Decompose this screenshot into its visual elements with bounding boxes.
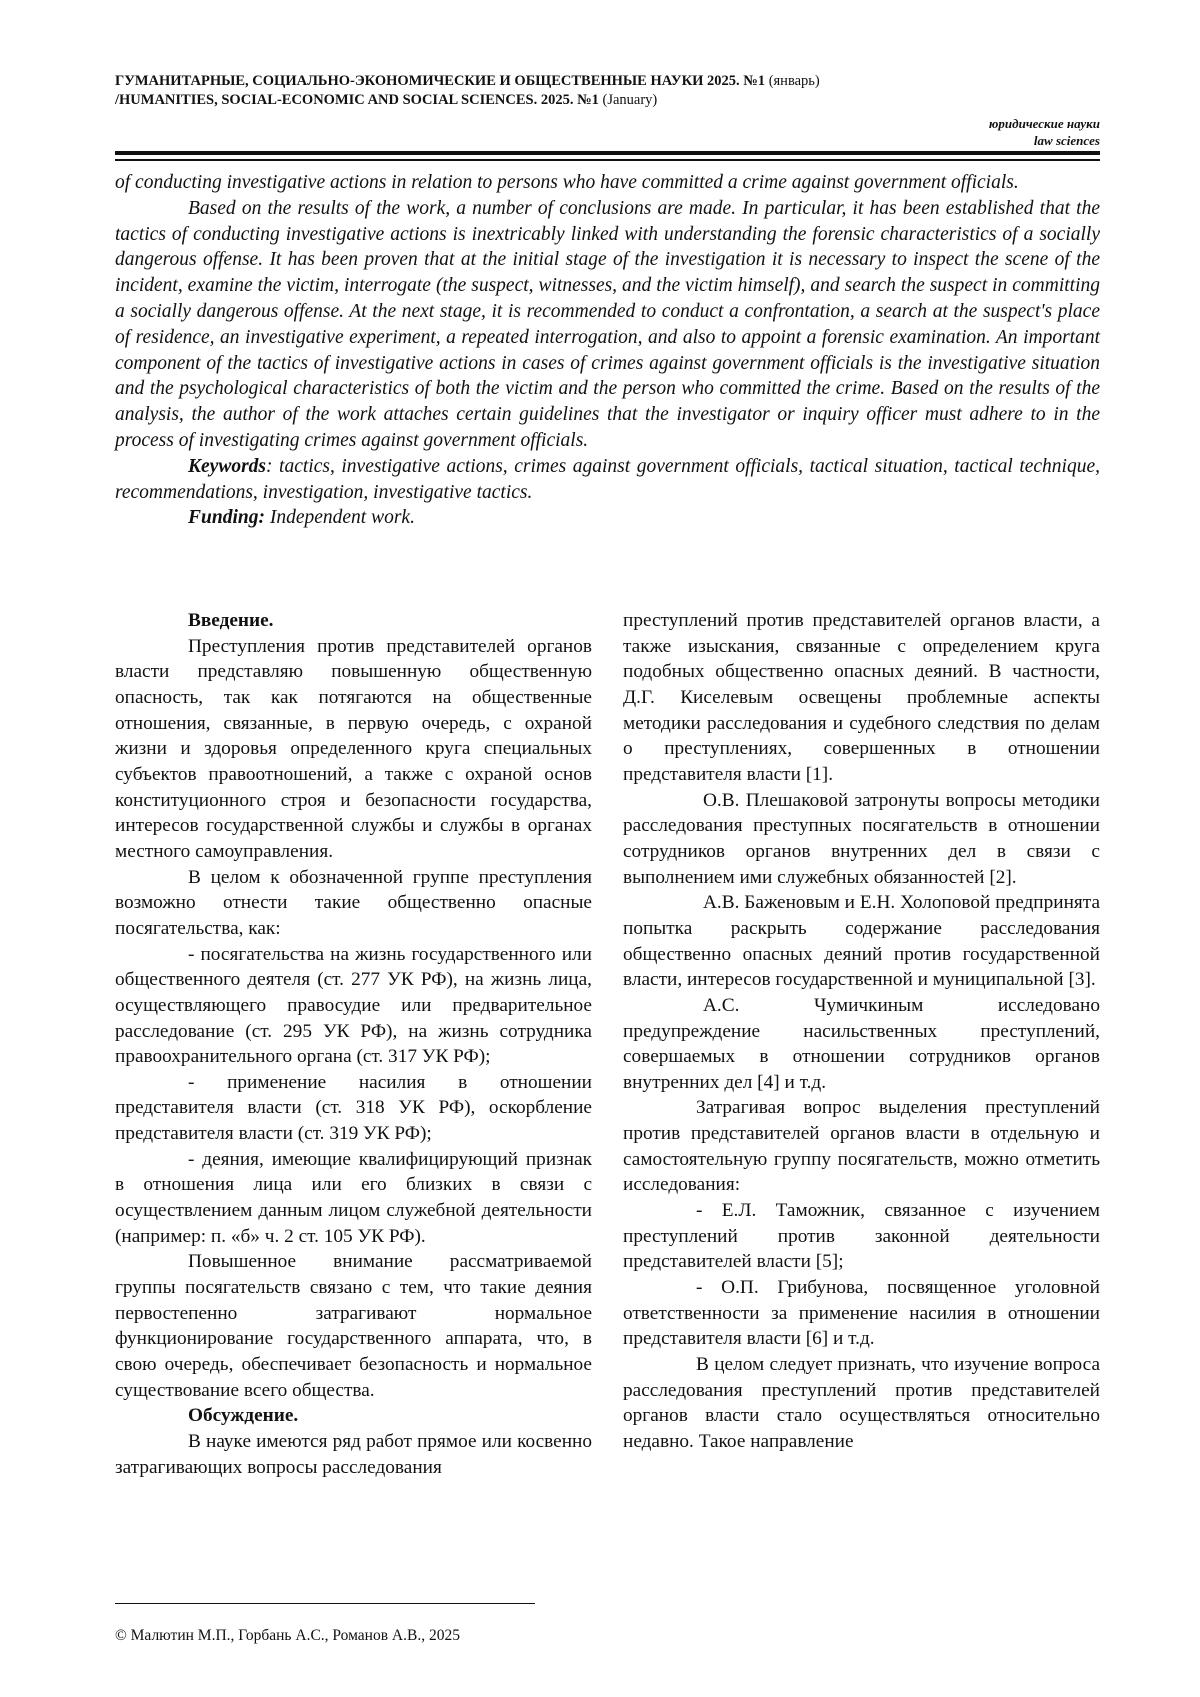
header-rule-thin bbox=[115, 159, 1100, 161]
header-rule-thick bbox=[115, 151, 1100, 155]
body-paragraph: Преступления против представителей органов власти представляю повышенную общественную опасность, так как потягаются на общественные отношения, связанные, в первую очередь, с охраной жизни и здоровья определенного круга специальных субъектов правоотношений, а также с охраной основ конституционного строя и безопасности государства, интересов государственной службы и службы в органах местного самоуправления. bbox=[115, 635, 592, 862]
funding bbox=[115, 505, 1100, 531]
body-column-left bbox=[115, 608, 592, 1480]
keywords bbox=[115, 454, 1100, 506]
section-label bbox=[989, 115, 1100, 149]
list-item: - Е.Л. Таможник, связанное с изучением преступлений против законной деятельности представителей власти [5]; bbox=[623, 1200, 1100, 1273]
abstract bbox=[115, 170, 1100, 531]
body-paragraph: В науке имеются ряд работ прямое или косвенно затрагивающих вопросы расследования bbox=[115, 1431, 592, 1478]
body-paragraph: А.В. Баженовым и Е.Н. Холоповой предпринята попытка раскрыть содержание расследования общественно опасных деяний против государственной власти, интересов государственной и муниципальной [3]. bbox=[623, 892, 1100, 991]
heading-introduction: Введение. bbox=[188, 610, 274, 631]
body-paragraph: А.С. Чумичкиным исследовано предупреждение насильственных преступлений, совершаемых в отношении сотрудников органов внутренних дел [4] и т.д. bbox=[623, 994, 1100, 1093]
body-column-right bbox=[623, 608, 1100, 1455]
section-label-en: law sciences bbox=[1033, 133, 1100, 148]
funding-label: Funding: bbox=[188, 507, 265, 529]
journal-title-en-text: /HUMANITIES, SOCIAL-ECONOMIC AND SOCIAL SCIENCES. 2025. №1 bbox=[115, 92, 603, 108]
issue-month-en: (January) bbox=[602, 92, 658, 108]
body-paragraph: Повышенное внимание рассматриваемой группы посягательств связано с тем, что такие деяния первостепенно затрагивают нормальное функционирование государственного аппарата, что, в свою очередь, обеспечивает безопасность и нормальное существование всего общества. bbox=[115, 1251, 592, 1401]
keywords-label: Keywords bbox=[188, 455, 266, 477]
list-item: - применение насилия в отношении представителя власти (ст. 318 УК РФ), оскорбление представителя власти (ст. 319 УК РФ); bbox=[115, 1071, 592, 1145]
journal-title-ru bbox=[115, 72, 1100, 91]
abstract-paragraph-1: of conducting investigative actions in relation to persons who have committed a crime against government officials. bbox=[115, 172, 1019, 193]
keywords-text: : tactics, investigative actions, crimes against government officials, tactical situation, tactical technique, recommendations, investigation, investigative tactics. bbox=[115, 455, 1100, 503]
heading-discussion: Обсуждение. bbox=[188, 1405, 299, 1427]
body-paragraph: В целом следует признать, что изучение вопроса расследования преступлений против представителей органов власти стало осуществляться относительно недавно. Такое направление bbox=[623, 1354, 1100, 1452]
journal-header bbox=[115, 72, 1100, 148]
body-paragraph: О.В. Плешаковой затронуты вопросы методики расследования преступных посягательств в отношении сотрудников органов внутренних дел в связи с выполнением ими служебных обязанностей [2]. bbox=[623, 789, 1100, 888]
copyright-footnote: © Малютин М.П., Горбань А.С., Романов А.В., 2025 bbox=[115, 1627, 460, 1644]
journal-title-ru-text: ГУМАНИТАРНЫЕ, СОЦИАЛЬНО-ЭКОНОМИЧЕСКИЕ И ОБЩЕСТВЕННЫЕ НАУКИ 2025. №1 bbox=[115, 73, 769, 89]
journal-title-en bbox=[115, 91, 1100, 110]
funding-text: Independent work. bbox=[264, 507, 415, 529]
issue-month-ru: (январь) bbox=[768, 73, 820, 89]
section-label-ru: юридические науки bbox=[988, 116, 1100, 131]
list-item: - посягательства на жизнь государственного или общественного деятеля (ст. 277 УК РФ), на жизнь лица, осуществляющего правосудие или предварительное расследование (ст. 295 УК РФ), на жизнь сотрудника правоохранительного органа (ст. 317 УК РФ); bbox=[115, 943, 592, 1068]
list-item: - О.П. Грибунова, посвященное уголовной ответственности за применение насилия в отношении представителя власти [6] и т.д. bbox=[623, 1277, 1100, 1350]
body-paragraph: Затрагивая вопрос выделения преступлений против представителей органов власти в отдельную и самостоятельную группу посягательств, можно отметить исследования: bbox=[623, 1097, 1100, 1196]
abstract-paragraph-2: Based on the results of the work, a number of conclusions are made. In particular, it has been established that the tactics of conducting investigative actions is inextricably linked with understanding the forensic characteristics of a socially dangerous offense. It has been proven that at the initial stage of the investigation it is necessary to inspect the scene of the incident, examine the victim, interrogate (the suspect, witnesses, and the victim himself), and search the suspect in committing a socially dangerous offense. At the next stage, it is recommended to conduct a confrontation, a search at the suspect's place of residence, an investigative experiment, a repeated interrogation, and also to appoint a forensic examination. An important component of the tactics of investigative actions in cases of crimes against government officials is the investigative situation and the psychological characteristics of both the victim and the person who committed the crime. Based on the results of the analysis, the author of the work attaches certain guidelines that the investigator or inquiry officer must adhere to in the process of investigating crimes against government officials. bbox=[115, 197, 1100, 451]
list-item: - деяния, имеющие квалифицирующий признак в отношения лица или его близких в связи с осуществлением данным лицом служебной деятельности (например: п. «б» ч. 2 ст. 105 УК РФ). bbox=[115, 1148, 592, 1247]
footnote-rule bbox=[115, 1603, 535, 1604]
body-paragraph: В целом к обозначенной группе преступления возможно отнести такие общественно опасные посягательства, как: bbox=[115, 866, 592, 939]
body-paragraph: преступлений против представителей органов власти, а также изыскания, связанные с определением круга подобных общественно опасных деяний. В частности, Д.Г. Киселевым освещены проблемные аспекты методики расследования и судебного следствия по делам о преступлениях, совершенных в отношении представителя власти [1]. bbox=[623, 610, 1100, 785]
